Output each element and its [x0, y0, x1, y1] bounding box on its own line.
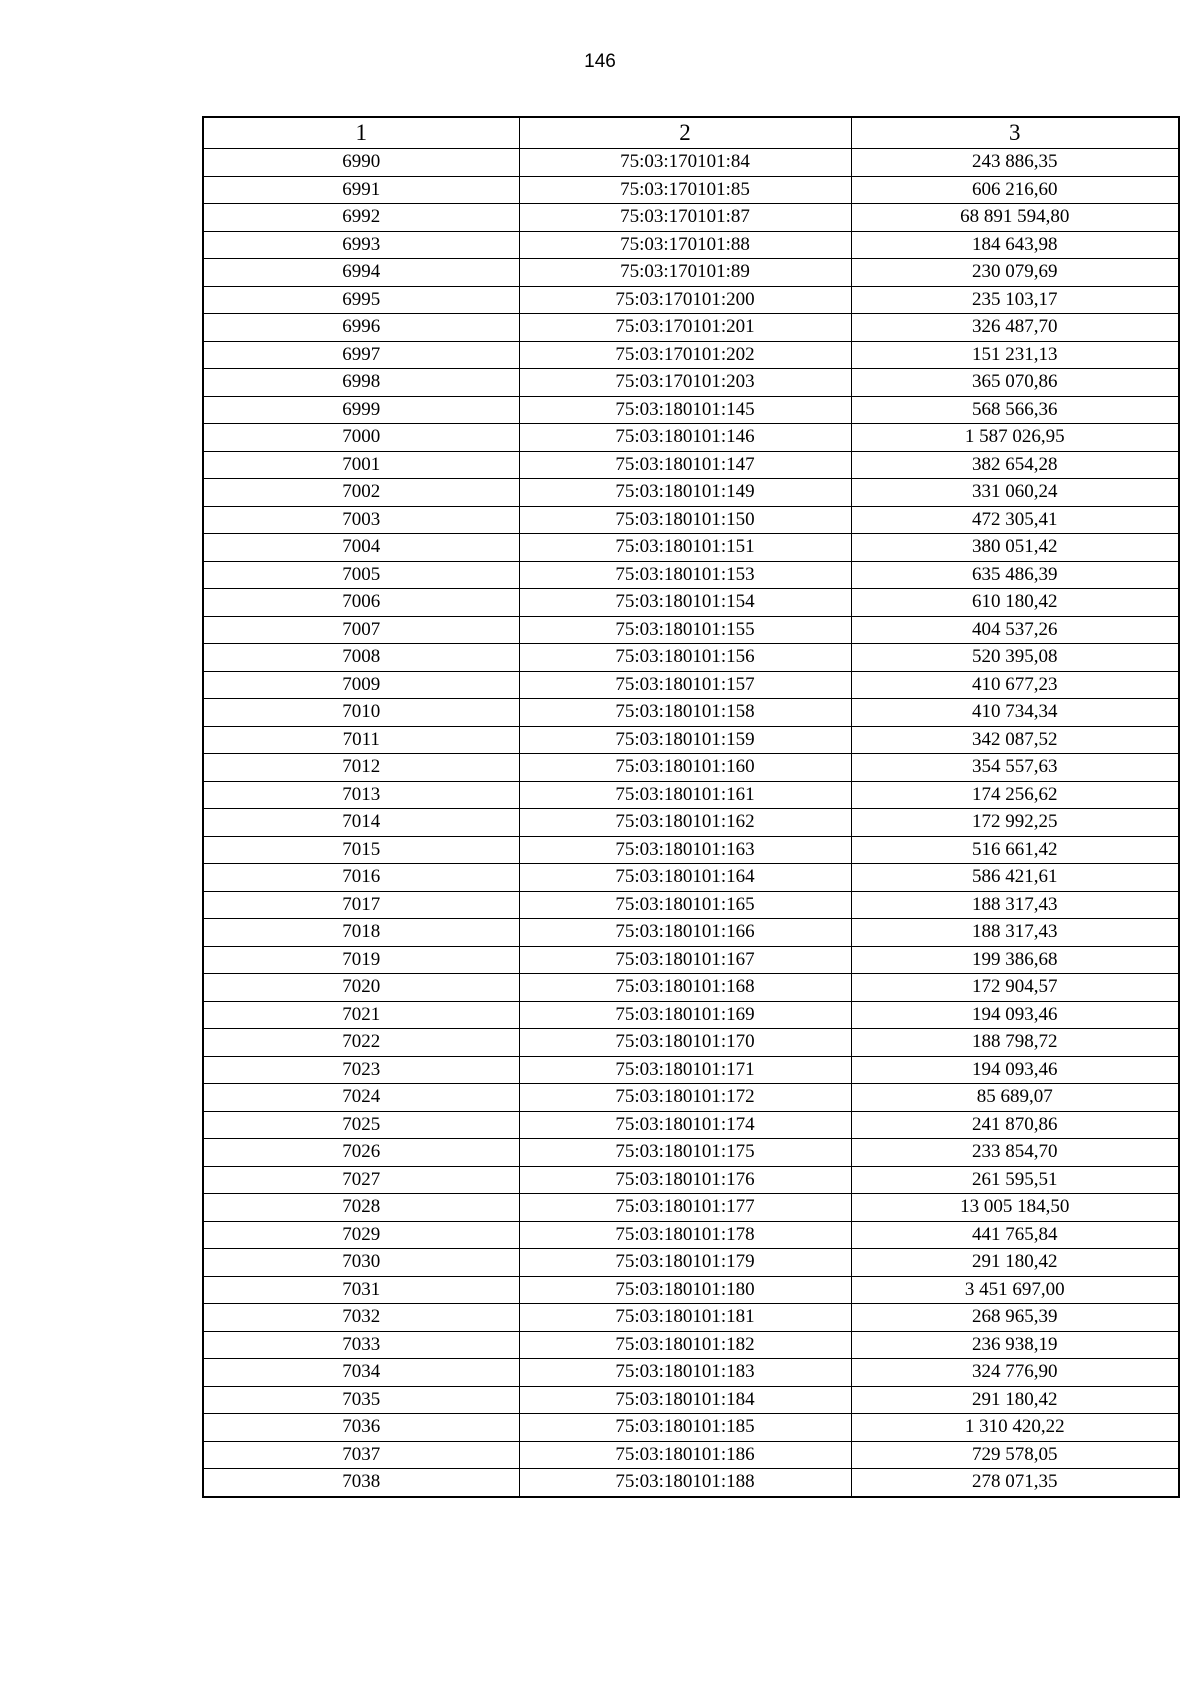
cadastral-number-cell: 75:03:180101:159: [519, 726, 851, 754]
value-cell: 729 578,05: [851, 1441, 1179, 1469]
table-row: [203, 644, 1179, 672]
value-cell: 199 386,68: [851, 946, 1179, 974]
row-number-cell: 7022: [203, 1029, 519, 1057]
cadastral-number-cell: 75:03:180101:166: [519, 919, 851, 947]
cadastral-number-cell: 75:03:180101:154: [519, 589, 851, 617]
cadastral-number-cell: 75:03:180101:170: [519, 1029, 851, 1057]
cadastral-number-cell: 75:03:180101:167: [519, 946, 851, 974]
cadastral-number-cell: 75:03:180101:165: [519, 891, 851, 919]
value-cell: 326 487,70: [851, 314, 1179, 342]
row-number-cell: 6991: [203, 176, 519, 204]
row-number-cell: 7033: [203, 1331, 519, 1359]
value-cell: 606 216,60: [851, 176, 1179, 204]
row-number-cell: 7003: [203, 506, 519, 534]
cadastral-number-cell: 75:03:180101:183: [519, 1359, 851, 1387]
table-row: [203, 1249, 1179, 1277]
table-row: [203, 1111, 1179, 1139]
row-number-cell: 7019: [203, 946, 519, 974]
row-number-cell: 6999: [203, 396, 519, 424]
value-cell: 3 451 697,00: [851, 1276, 1179, 1304]
row-number-cell: 7034: [203, 1359, 519, 1387]
table-row: [203, 699, 1179, 727]
row-number-cell: 7005: [203, 561, 519, 589]
cadastral-number-cell: 75:03:180101:177: [519, 1194, 851, 1222]
value-cell: 194 093,46: [851, 1056, 1179, 1084]
value-cell: 331 060,24: [851, 479, 1179, 507]
value-cell: 268 965,39: [851, 1304, 1179, 1332]
table-row: [203, 836, 1179, 864]
row-number-cell: 7027: [203, 1166, 519, 1194]
page-number: 146: [584, 51, 616, 72]
cadastral-number-cell: 75:03:180101:180: [519, 1276, 851, 1304]
value-cell: 354 557,63: [851, 754, 1179, 782]
table-row: [203, 1386, 1179, 1414]
table-header: [203, 117, 1179, 149]
row-number-cell: 7035: [203, 1386, 519, 1414]
value-cell: 68 891 594,80: [851, 204, 1179, 232]
table-row: [203, 919, 1179, 947]
cadastral-number-cell: 75:03:180101:174: [519, 1111, 851, 1139]
row-number-cell: 7020: [203, 974, 519, 1002]
table-row: [203, 726, 1179, 754]
row-number-cell: 7024: [203, 1084, 519, 1112]
cadastral-number-cell: 75:03:170101:200: [519, 286, 851, 314]
table-row: [203, 479, 1179, 507]
table-row: [203, 506, 1179, 534]
value-cell: 520 395,08: [851, 644, 1179, 672]
row-number-cell: 7026: [203, 1139, 519, 1167]
row-number-cell: 7036: [203, 1414, 519, 1442]
table-body: [203, 149, 1179, 1497]
value-cell: 342 087,52: [851, 726, 1179, 754]
row-number-cell: 7030: [203, 1249, 519, 1277]
table-row: [203, 974, 1179, 1002]
cadastral-number-cell: 75:03:180101:179: [519, 1249, 851, 1277]
value-cell: 13 005 184,50: [851, 1194, 1179, 1222]
table-row: [203, 341, 1179, 369]
cadastral-number-cell: 75:03:180101:169: [519, 1001, 851, 1029]
row-number-cell: 6990: [203, 149, 519, 177]
cadastral-number-cell: 75:03:170101:85: [519, 176, 851, 204]
table-row: [203, 1166, 1179, 1194]
cadastral-number-cell: 75:03:180101:150: [519, 506, 851, 534]
value-cell: 1 310 420,22: [851, 1414, 1179, 1442]
table-row: [203, 1304, 1179, 1332]
row-number-cell: 7009: [203, 671, 519, 699]
row-number-cell: 7007: [203, 616, 519, 644]
table-row: [203, 424, 1179, 452]
header-row: [203, 117, 1179, 149]
value-cell: 610 180,42: [851, 589, 1179, 617]
table-row: [203, 809, 1179, 837]
cadastral-number-cell: 75:03:180101:160: [519, 754, 851, 782]
table-row: [203, 1414, 1179, 1442]
row-number-cell: 6994: [203, 259, 519, 287]
table-row: [203, 1084, 1179, 1112]
cadastral-number-cell: 75:03:180101:171: [519, 1056, 851, 1084]
row-number-cell: 7023: [203, 1056, 519, 1084]
table-row: [203, 616, 1179, 644]
value-cell: 241 870,86: [851, 1111, 1179, 1139]
row-number-cell: 7018: [203, 919, 519, 947]
row-number-cell: 7038: [203, 1469, 519, 1497]
table-row: [203, 314, 1179, 342]
row-number-cell: 7025: [203, 1111, 519, 1139]
cadastral-number-cell: 75:03:180101:188: [519, 1469, 851, 1497]
cadastral-number-cell: 75:03:180101:175: [519, 1139, 851, 1167]
value-cell: 568 566,36: [851, 396, 1179, 424]
cadastral-number-cell: 75:03:180101:153: [519, 561, 851, 589]
value-cell: 365 070,86: [851, 369, 1179, 397]
table-row: [203, 396, 1179, 424]
data-table: [202, 116, 1180, 1498]
value-cell: 151 231,13: [851, 341, 1179, 369]
table-row: [203, 369, 1179, 397]
row-number-cell: 7014: [203, 809, 519, 837]
table-row: [203, 754, 1179, 782]
row-number-cell: 7001: [203, 451, 519, 479]
table-row: [203, 1001, 1179, 1029]
row-number-cell: 7031: [203, 1276, 519, 1304]
value-cell: 1 587 026,95: [851, 424, 1179, 452]
row-number-cell: 6993: [203, 231, 519, 259]
row-number-cell: 7012: [203, 754, 519, 782]
cadastral-number-cell: 75:03:180101:184: [519, 1386, 851, 1414]
cadastral-number-cell: 75:03:180101:186: [519, 1441, 851, 1469]
table-row: [203, 451, 1179, 479]
value-cell: 380 051,42: [851, 534, 1179, 562]
row-number-cell: 7028: [203, 1194, 519, 1222]
row-number-cell: 7008: [203, 644, 519, 672]
value-cell: 261 595,51: [851, 1166, 1179, 1194]
table-row: [203, 1139, 1179, 1167]
row-number-cell: 7013: [203, 781, 519, 809]
value-cell: 410 734,34: [851, 699, 1179, 727]
row-number-cell: 6995: [203, 286, 519, 314]
table-row: [203, 1441, 1179, 1469]
value-cell: 516 661,42: [851, 836, 1179, 864]
value-cell: 188 798,72: [851, 1029, 1179, 1057]
value-cell: 410 677,23: [851, 671, 1179, 699]
value-cell: 278 071,35: [851, 1469, 1179, 1497]
value-cell: 172 904,57: [851, 974, 1179, 1002]
table-row: [203, 781, 1179, 809]
value-cell: 233 854,70: [851, 1139, 1179, 1167]
table-row: [203, 1469, 1179, 1497]
cadastral-number-cell: 75:03:180101:162: [519, 809, 851, 837]
row-number-cell: 7032: [203, 1304, 519, 1332]
value-cell: 472 305,41: [851, 506, 1179, 534]
row-number-cell: 7000: [203, 424, 519, 452]
table-row: [203, 231, 1179, 259]
row-number-cell: 7004: [203, 534, 519, 562]
value-cell: 291 180,42: [851, 1386, 1179, 1414]
cadastral-number-cell: 75:03:180101:155: [519, 616, 851, 644]
value-cell: 586 421,61: [851, 864, 1179, 892]
value-cell: 324 776,90: [851, 1359, 1179, 1387]
table-row: [203, 1359, 1179, 1387]
cadastral-number-cell: 75:03:170101:87: [519, 204, 851, 232]
row-number-cell: 6996: [203, 314, 519, 342]
table-row: [203, 534, 1179, 562]
cadastral-number-cell: 75:03:170101:88: [519, 231, 851, 259]
value-cell: 404 537,26: [851, 616, 1179, 644]
row-number-cell: 6998: [203, 369, 519, 397]
table-row: [203, 671, 1179, 699]
cadastral-number-cell: 75:03:180101:172: [519, 1084, 851, 1112]
value-cell: 441 765,84: [851, 1221, 1179, 1249]
cadastral-number-cell: 75:03:180101:145: [519, 396, 851, 424]
table-row: [203, 1221, 1179, 1249]
row-number-cell: 7006: [203, 589, 519, 617]
cadastral-number-cell: 75:03:180101:158: [519, 699, 851, 727]
table-row: [203, 589, 1179, 617]
row-number-cell: 7037: [203, 1441, 519, 1469]
table-row: [203, 1331, 1179, 1359]
row-number-cell: 7016: [203, 864, 519, 892]
table-row: [203, 946, 1179, 974]
value-cell: 235 103,17: [851, 286, 1179, 314]
table-row: [203, 149, 1179, 177]
table-row: [203, 1194, 1179, 1222]
cadastral-number-cell: 75:03:180101:185: [519, 1414, 851, 1442]
cadastral-number-cell: 75:03:180101:147: [519, 451, 851, 479]
table-row: [203, 864, 1179, 892]
cadastral-number-cell: 75:03:170101:202: [519, 341, 851, 369]
column-header: 1: [203, 117, 519, 149]
table-row: [203, 259, 1179, 287]
cadastral-number-cell: 75:03:170101:89: [519, 259, 851, 287]
value-cell: 382 654,28: [851, 451, 1179, 479]
value-cell: 184 643,98: [851, 231, 1179, 259]
row-number-cell: 6997: [203, 341, 519, 369]
value-cell: 635 486,39: [851, 561, 1179, 589]
table-row: [203, 204, 1179, 232]
value-cell: 188 317,43: [851, 919, 1179, 947]
cadastral-number-cell: 75:03:180101:146: [519, 424, 851, 452]
cadastral-number-cell: 75:03:180101:157: [519, 671, 851, 699]
cadastral-number-cell: 75:03:180101:156: [519, 644, 851, 672]
cadastral-number-cell: 75:03:180101:151: [519, 534, 851, 562]
value-cell: 291 180,42: [851, 1249, 1179, 1277]
column-header: 3: [851, 117, 1179, 149]
cadastral-number-cell: 75:03:180101:182: [519, 1331, 851, 1359]
row-number-cell: 7002: [203, 479, 519, 507]
row-number-cell: 7017: [203, 891, 519, 919]
cadastral-number-cell: 75:03:180101:168: [519, 974, 851, 1002]
table-row: [203, 1029, 1179, 1057]
value-cell: 174 256,62: [851, 781, 1179, 809]
row-number-cell: 7015: [203, 836, 519, 864]
cadastral-number-cell: 75:03:170101:203: [519, 369, 851, 397]
row-number-cell: 7021: [203, 1001, 519, 1029]
value-cell: 188 317,43: [851, 891, 1179, 919]
value-cell: 172 992,25: [851, 809, 1179, 837]
cadastral-number-cell: 75:03:180101:164: [519, 864, 851, 892]
cadastral-number-cell: 75:03:180101:178: [519, 1221, 851, 1249]
cadastral-number-cell: 75:03:180101:163: [519, 836, 851, 864]
table-row: [203, 891, 1179, 919]
cadastral-number-cell: 75:03:180101:176: [519, 1166, 851, 1194]
table-row: [203, 1056, 1179, 1084]
column-header: 2: [519, 117, 851, 149]
row-number-cell: 7011: [203, 726, 519, 754]
table-row: [203, 286, 1179, 314]
cadastral-number-cell: 75:03:180101:161: [519, 781, 851, 809]
row-number-cell: 6992: [203, 204, 519, 232]
row-number-cell: 7029: [203, 1221, 519, 1249]
cadastral-number-cell: 75:03:180101:181: [519, 1304, 851, 1332]
value-cell: 230 079,69: [851, 259, 1179, 287]
value-cell: 243 886,35: [851, 149, 1179, 177]
value-cell: 236 938,19: [851, 1331, 1179, 1359]
table-row: [203, 176, 1179, 204]
cadastral-number-cell: 75:03:170101:84: [519, 149, 851, 177]
cadastral-number-cell: 75:03:170101:201: [519, 314, 851, 342]
cadastral-number-cell: 75:03:180101:149: [519, 479, 851, 507]
table-row: [203, 1276, 1179, 1304]
value-cell: 194 093,46: [851, 1001, 1179, 1029]
table-row: [203, 561, 1179, 589]
value-cell: 85 689,07: [851, 1084, 1179, 1112]
row-number-cell: 7010: [203, 699, 519, 727]
